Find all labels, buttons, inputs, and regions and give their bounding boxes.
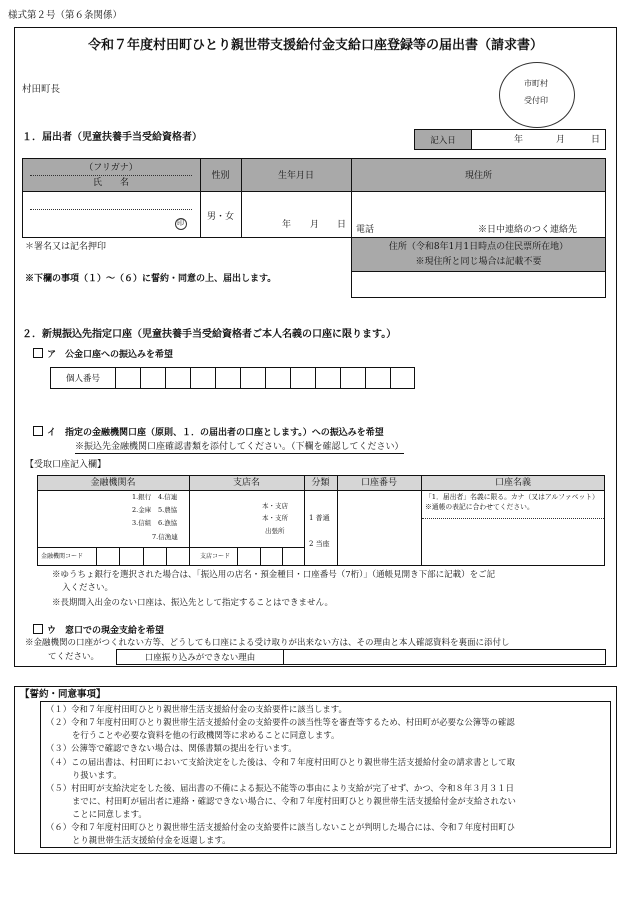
option-i-note: ※振込先金融機関口座確認書類を添付してください。（下欄を確認してください） bbox=[75, 442, 404, 452]
option-i-label: イ 指定の金融機関口座（原則、１．の届出者の口座とします。）への振込みを希望 bbox=[47, 428, 384, 438]
pledge-item-2a: （２）令和７年度村田町ひとり親世帯生活支援給付金の支給要件の該当性等を審査等するため、村田町が必要な公簿等の確認 bbox=[46, 717, 515, 727]
option-u-note-2: てください。 bbox=[48, 652, 100, 662]
pledge-item-5c: ことに同意します。 bbox=[72, 809, 147, 819]
pledge-item-4b: り扱います。 bbox=[72, 770, 122, 780]
col-holder: 口座名義 bbox=[494, 478, 531, 488]
individual-number-label: 個人番号 bbox=[65, 374, 100, 384]
birth-month: 月 bbox=[310, 220, 320, 230]
birth-day: 日 bbox=[337, 220, 347, 230]
birthdate-label: 生年月日 bbox=[277, 171, 314, 181]
date-month: 月 bbox=[556, 135, 566, 145]
branch-type-3[interactable]: 出張所 bbox=[265, 527, 285, 535]
bank-type-2[interactable]: 2.金庫 bbox=[132, 506, 152, 514]
gender-label: 性別 bbox=[211, 171, 230, 181]
reason-label-cell bbox=[116, 649, 284, 665]
jan-address-label: 住所（令和8年1月1日時点の住民票所在地） bbox=[388, 242, 569, 252]
phone-label: 電話 bbox=[356, 225, 375, 235]
bank-name-input[interactable] bbox=[38, 491, 128, 547]
date-label: 記入日 bbox=[430, 135, 456, 146]
bank-type-4[interactable]: 4.信連 bbox=[158, 493, 178, 501]
col-class: 分類 bbox=[311, 478, 330, 488]
option-u-label: ウ 窓口での現金支給を希望 bbox=[47, 626, 165, 636]
furigana-label: （フリガナ） bbox=[84, 163, 138, 173]
date-label-cell bbox=[414, 129, 472, 150]
gender-value[interactable]: 男・女 bbox=[206, 212, 234, 222]
option-a-checkbox[interactable] bbox=[33, 348, 43, 358]
col-account: 口座番号 bbox=[360, 478, 397, 488]
furigana-input[interactable] bbox=[23, 192, 199, 209]
pledge-item-6b: とり親世帯生活支援給付金を返還します。 bbox=[72, 835, 231, 845]
name-input[interactable] bbox=[23, 210, 199, 237]
pledge-item-3: （３）公簿等で確認できない場合は、関係書類の提出を行います。 bbox=[46, 743, 297, 753]
name-label: 氏 名 bbox=[92, 178, 129, 188]
seal-mark: 印 bbox=[177, 219, 184, 227]
holder-input[interactable] bbox=[422, 519, 604, 565]
col-bank: 金融機関名 bbox=[90, 478, 136, 488]
option-a[interactable] bbox=[33, 348, 173, 361]
option-i-checkbox[interactable] bbox=[33, 426, 43, 436]
bank-type-6[interactable]: 6.漁協 bbox=[158, 519, 178, 527]
account-number-input[interactable] bbox=[338, 491, 420, 565]
section2-heading: ２．新規振込先指定口座（児童扶養手当受給資格者ご本人名義の口座に限ります。） bbox=[22, 329, 397, 340]
pledge-item-6a: （６）令和７年度村田町ひとり親世帯生活支援給付金の支給要件に該当しないことが判明した場合には、令和７年度村田町ひ bbox=[46, 822, 515, 832]
signature-note: ＊署名又は記名押印 bbox=[25, 242, 107, 252]
address-input[interactable] bbox=[352, 192, 605, 222]
reason-input[interactable] bbox=[283, 649, 606, 665]
form-title: 令和７年度村田町ひとり親世帯支援給付金支給口座登録等の届出書（請求書） bbox=[87, 38, 543, 53]
option-i[interactable] bbox=[33, 426, 384, 439]
receiving-header: 【受取口座記入欄】 bbox=[25, 460, 107, 470]
bank-type-5[interactable]: 5.農協 bbox=[158, 506, 178, 514]
individual-number-label-cell bbox=[50, 367, 116, 389]
pledge-item-2b: を行うことや必要な資料を他の行政機関等に求めることに同意します。 bbox=[72, 730, 340, 740]
branch-code-label: 支店コード bbox=[200, 553, 231, 560]
bank-type-3[interactable]: 3.信組 bbox=[132, 519, 152, 527]
date-day: 日 bbox=[591, 135, 601, 145]
reception-stamp-circle bbox=[499, 62, 575, 128]
bank-type-1[interactable]: 1.銀行 bbox=[132, 493, 152, 501]
branch-type-1[interactable]: 本・支店 bbox=[262, 502, 288, 510]
option-u[interactable] bbox=[33, 624, 164, 637]
class-type-1[interactable]: 1 普通 bbox=[309, 514, 330, 522]
agreement-note: ※下欄の事項（１）～（６）に誓約・同意の上、届出します。 bbox=[25, 274, 277, 284]
stamp-line2: 受付印 bbox=[524, 96, 548, 105]
bank-code-label: 金融機関コード bbox=[41, 553, 84, 560]
pledge-item-5a: （５）村田町が支給決定をした後、届出書の不備による振込不能等の事由により支給が完了せず、かつ、令和８年３月３１日 bbox=[46, 783, 514, 793]
stamp-line1: 市町村 bbox=[524, 79, 548, 88]
date-year: 年 bbox=[514, 135, 524, 145]
pledge-heading: 【誓約・同意事項】 bbox=[20, 689, 106, 700]
holder-note: 「1．届出者」名義に限る。カナ（又はアルファベット） ※通帳の表記に合わせてください。 bbox=[425, 493, 603, 511]
bank-type-7[interactable]: 7.信漁連 bbox=[152, 533, 178, 541]
option-u-checkbox[interactable] bbox=[33, 624, 43, 634]
yucho-note-2: 入ください。 bbox=[62, 583, 114, 593]
pledge-item-5b: までに、村田町が届出者に連絡・確認できない場合に、令和７年度村田町ひとり親世帯生活支援給付金が支給されない bbox=[72, 796, 516, 806]
section1-heading: １．届出者（児童扶養手当受給資格者） bbox=[22, 132, 202, 143]
branch-name-input[interactable] bbox=[190, 491, 250, 547]
phone-note: ※日中連絡のつく連絡先 bbox=[478, 225, 578, 235]
addressee: 村田町長 bbox=[22, 84, 61, 95]
jan-address-input[interactable] bbox=[352, 272, 605, 297]
jan-address-note: ※現住所と同じ場合は記載不要 bbox=[415, 257, 542, 267]
address-label: 現住所 bbox=[464, 171, 492, 181]
pledge-item-4a: （４）この届出書は、村田町において支給決定をした後は、令和７年度村田町ひとり親世帯生活支援給付金の請求書として取 bbox=[46, 757, 515, 767]
birth-year: 年 bbox=[282, 220, 292, 230]
pledge-item-1: （１）令和７年度村田町ひとり親世帯生活支援給付金の支給要件に該当します。 bbox=[46, 704, 347, 714]
date-input-cell[interactable] bbox=[471, 129, 606, 150]
branch-type-2[interactable]: 本・支所 bbox=[262, 514, 288, 522]
form-number: 様式第２号（第６条関係） bbox=[8, 10, 123, 21]
reason-label: 口座振り込みができない理由 bbox=[144, 653, 256, 663]
class-type-2[interactable]: 2 当座 bbox=[309, 540, 330, 548]
option-u-note-1: ※金融機関の口座がつくれない方等、どうしても口座による受け取りが出来ない方は、その理由と本人確認資料を裏面に添付し bbox=[25, 638, 510, 648]
inactive-account-note: ※長期間入出金のない口座は、振込先として指定することはできません。 bbox=[52, 598, 334, 608]
col-branch: 支店名 bbox=[232, 478, 260, 488]
option-a-label: ア 公金口座への振込みを希望 bbox=[47, 350, 174, 360]
yucho-note-1: ※ゆうちょ銀行を選択された場合は、「振込用の店名・預金種目・口座番号（7桁）」（通帳見開き下部に記載）をご記 bbox=[52, 570, 496, 580]
